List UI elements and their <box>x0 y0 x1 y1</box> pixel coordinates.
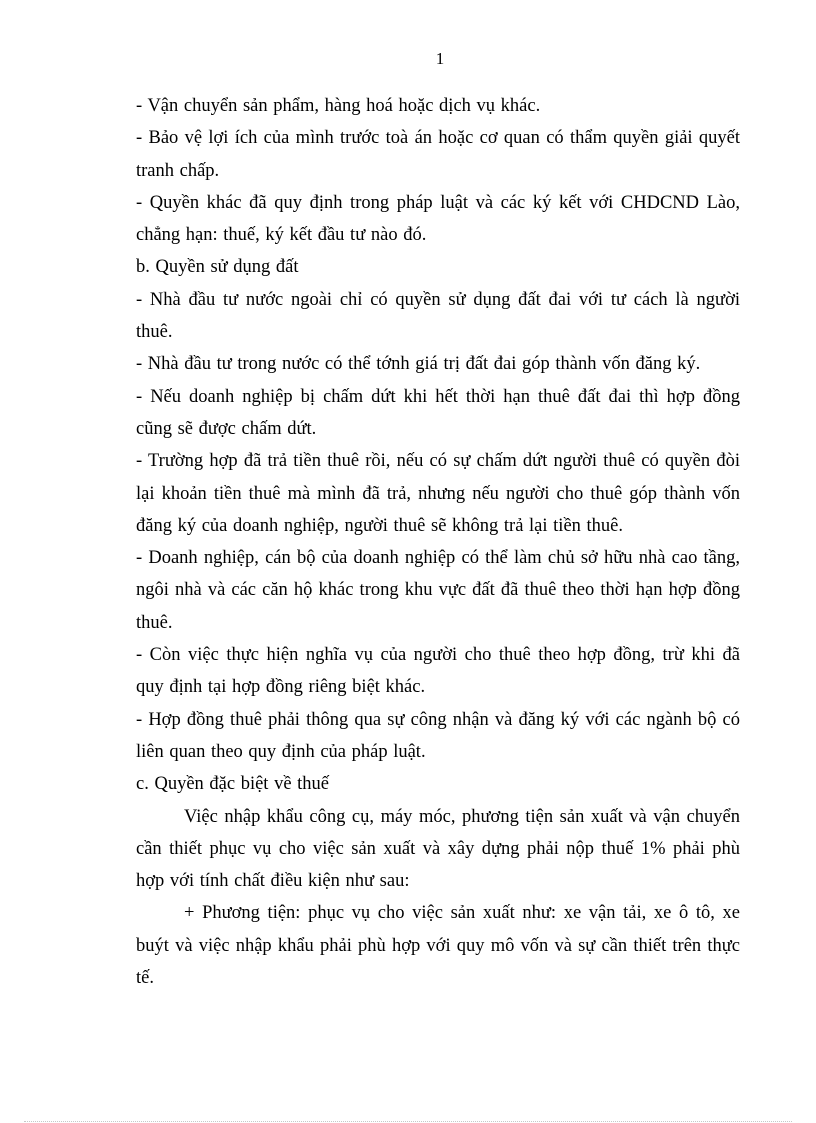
page-number: 1 <box>435 49 445 68</box>
paragraph-vehicles: + Phương tiện: phục vụ cho việc sản xuất như: xe vận tải, xe ô tô, xe buýt và việc nhập khẩu phải phù hợp với quy mô vốn và sự cần thiết trên thực tế. <box>136 903 740 989</box>
section-heading-tax-rights: c. Quyền đặc biệt về thuế <box>136 774 330 795</box>
document-body <box>136 90 740 994</box>
paragraph-domestic-investor-land: - Nhà đầu tư trong nước có thể tớnh giá trị đất đai góp thành vốn đăng ký. <box>136 354 701 375</box>
paragraph-foreign-investor-land: - Nhà đầu tư nước ngoài chỉ có quyền sử dụng đất đai với tư cách là người thuê. <box>136 289 740 343</box>
paragraph-lessor-obligations: - Còn việc thực hiện nghĩa vụ của người cho thuê theo hợp đồng, trừ khi đã quy định tại hợp đồng riêng biệt khác. <box>136 645 740 698</box>
section-heading-land-use: b. Quyền sử dụng đất <box>136 257 299 278</box>
page-bottom-divider <box>24 1121 792 1122</box>
paragraph-protect-interests: - Bảo vệ lợi ích của mình trước toà án hoặc cơ quan có thẩm quyền giải quyết tranh chấp. <box>136 128 740 181</box>
paragraph-other-rights: - Quyền khác đã quy định trong pháp luật và các ký kết với CHDCND Lào, chẳng hạn: thuế, ký kết đầu tư nào đó. <box>136 192 740 246</box>
paragraph-import-tax: Việc nhập khẩu công cụ, máy móc, phương tiện sản xuất và vận chuyển cần thiết phục vụ cho việc sản xuất và xây dựng phải nộp thuế 1% phải phù hợp với tính chất điều kiện như sau: <box>136 806 740 892</box>
paragraph-rent-refund: - Trường hợp đã trả tiền thuê rồi, nếu có sự chấm dứt người thuê có quyền đòi lại khoản tiền thuê mà mình đã trả, nhưng nếu người cho thuê góp thành vốn đăng ký của doanh nghiệp, người thuê sẽ không trả lại tiền thuê. <box>136 451 740 536</box>
paragraph-transport-goods: - Vận chuyển sản phẩm, hàng hoá hoặc dịch vụ khác. <box>136 96 541 116</box>
paragraph-lease-termination: - Nếu doanh nghiệp bị chấm dứt khi hết thời hạn thuê đất đai thì hợp đồng cũng sẽ được chấm dứt. <box>136 386 740 439</box>
paragraph-building-ownership: - Doanh nghiệp, cán bộ của doanh nghiệp có thể làm chủ sở hữu nhà cao tầng, ngôi nhà và các căn hộ khác trong khu vực đất đã thuê theo thời hạn hợp đồng thuê. <box>136 548 740 633</box>
paragraph-lease-registration: - Hợp đồng thuê phải thông qua sự công nhận và đăng ký với các ngành bộ có liên quan theo quy định của pháp luật. <box>136 709 740 762</box>
